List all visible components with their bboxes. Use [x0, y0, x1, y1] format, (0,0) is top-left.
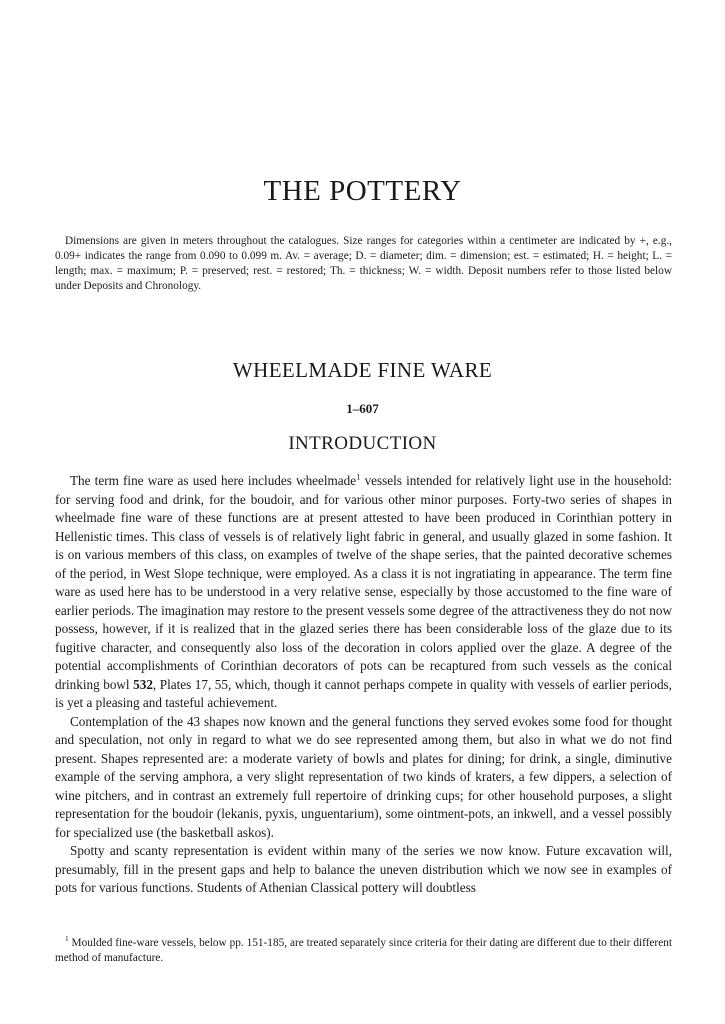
paragraph-2: Contemplation of the 43 shapes now known and the general functions they served evokes some food for thought and speculation, not only in regard to what we do see represented among them, but also in what we do not find present. Shapes represented are: a moderate variety of bowls and plates for dining; for drink, a single, diminutive example of the serving amphora, a very slight representation of two kinds of kraters, a few dippers, a selection of wine pitchers, and in contrast an extremely full repertoire of drinking cups; for other household purposes, a slight representation for the boudoir (lekanis, pyxis, unguentarium), some ointment-pots, an inkwell, and a vessel possibly for specialized use (the basketball askos).	[55, 713, 672, 840]
paragraph-1-start: The term fine ware as used here includes wheelmade	[70, 473, 357, 488]
footnote	[55, 936, 672, 966]
dimensions-note: Dimensions are given in meters throughout the catalogues. Size ranges for categories within a centimeter are indicated by +, e.g., 0.09+ indicates the range from 0.090 to 0.099 m. Av. = average; D. = diameter; dim. = dimension; est. = estimated; H. = height; L. = length; max. = maximum; P. = preserved; rest. = restored; Th. = thickness; W. = width. Deposit numbers refer to those listed below under Deposits and Chronology.	[55, 235, 672, 292]
catalogue-number: 532	[133, 676, 153, 692]
paragraph-1	[55, 472, 672, 713]
body-text	[55, 472, 672, 898]
paragraph-3: Spotty and scanty representation is evident within many of the series we now know. Future excavation will, presumably, fill in the present gaps and help to balance the uneven distribution which we now see in examples of pots for various functions. Students of Athenian Classical pottery will doubtless	[55, 843, 672, 895]
paragraph-1-middle: vessels intended for relatively light use in the household: for serving food and drink, for the boudoir, and for various other minor purposes. Forty-two series of shapes in wheelmade fine ware of these functions are at present attested to have been produced in Corinthian pottery in Hellenistic times. This class of vessels is of relatively light fabric in general, and usually glazed in some fashion. It is on various members of this class, on examples of twelve of the shape series, that the painted decorative schemes of the period, in West Slope technique, were employed. As a class it is not ingratiating in appearance. The term fine ware as used here has to be understood in a very relative sense, especially by those accustomed to the fine ware of earlier periods. The imagination may restore to the present vessels some degree of the attractiveness they do not now possess, however, if it is realized that in the glazed series there has been considerable loss of the glaze due to its fugitive character, and consequently also loss of the decoration in colors applied over the glaze. A degree of the potential accomplishments of Corinthian decorators of pots can be recaptured from such vessels as the conical drinking bowl	[55, 473, 672, 692]
page-title: THE POTTERY	[263, 175, 462, 207]
footnote-reference: 1	[356, 471, 361, 482]
footnote-mark: 1	[65, 934, 69, 944]
subsection-title: INTRODUCTION	[288, 433, 437, 454]
section-title: WHEELMADE FINE WARE	[232, 358, 493, 382]
catalogue-range: 1–607	[346, 401, 379, 416]
paragraph-1-end: , Plates 17, 55, which, though it cannot perhaps compete in quality with vessels of earlier periods, is yet a pleasing and tasteful achievement.	[55, 676, 672, 710]
footnote-text: Moulded fine-ware vessels, below pp. 151-185, are treated separately since criteria for their dating are different due to their different method of manufacture.	[55, 937, 672, 964]
